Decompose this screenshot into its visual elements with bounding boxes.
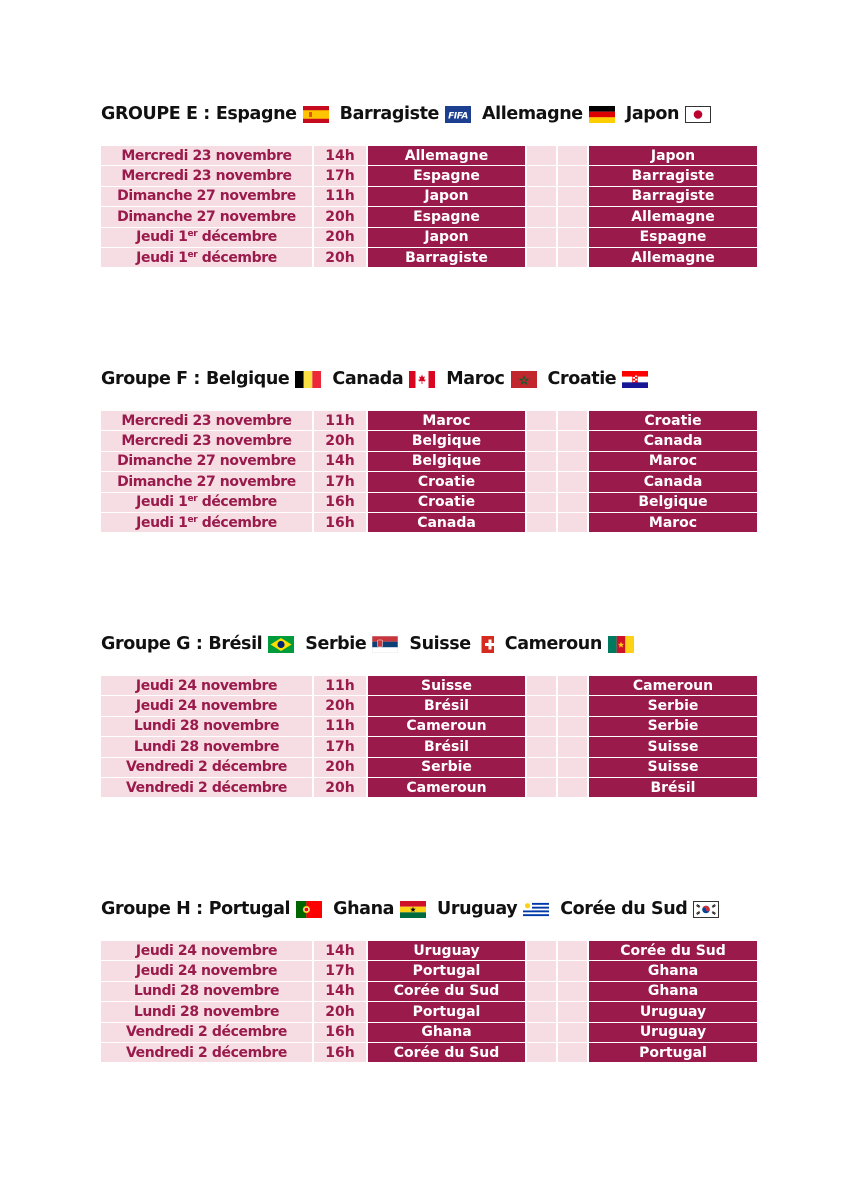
team-name: Allemagne <box>482 104 583 124</box>
match-time: 14h <box>313 451 367 471</box>
away-team: Ghana <box>588 981 757 1001</box>
home-team: Uruguay <box>367 941 526 961</box>
team-entry <box>560 899 719 919</box>
away-team: Ghana <box>588 961 757 981</box>
home-team: Corée du Sud <box>367 1042 526 1062</box>
match-date-text: Vendredi 2 décembre <box>126 1024 287 1041</box>
match-row <box>101 737 757 757</box>
away-team: Serbie <box>588 716 757 736</box>
team-name: Brésil <box>208 634 263 654</box>
home-team: Espagne <box>367 166 526 186</box>
home-team: Belgique <box>367 431 526 451</box>
match-date <box>101 166 313 186</box>
away-score-cell <box>557 696 588 716</box>
match-time: 20h <box>313 696 367 716</box>
match-time: 16h <box>313 492 367 512</box>
away-score-cell <box>557 961 588 981</box>
match-date <box>101 186 313 206</box>
match-time: 17h <box>313 166 367 186</box>
match-row <box>101 472 757 492</box>
cameroon-flag-icon <box>608 636 634 653</box>
team-name: Ghana <box>333 899 395 919</box>
match-time: 14h <box>313 981 367 1001</box>
away-score-cell <box>557 737 588 757</box>
away-team: Corée du Sud <box>588 941 757 961</box>
match-date-month: décembre <box>197 229 277 246</box>
japan-flag-icon <box>685 106 711 123</box>
team-entry <box>548 369 649 389</box>
match-date-text: Mercredi 23 novembre <box>121 147 292 164</box>
group-section <box>101 364 751 533</box>
fifa-logo <box>445 106 471 123</box>
match-date <box>101 146 313 166</box>
match-time: 14h <box>313 146 367 166</box>
date-ordinal-suffix: er <box>187 249 198 260</box>
team-name: Espagne <box>215 104 297 124</box>
match-time: 20h <box>313 1002 367 1022</box>
away-score-cell <box>557 411 588 431</box>
away-team: Belgique <box>588 492 757 512</box>
match-row <box>101 757 757 777</box>
team-name: Cameroun <box>504 634 602 654</box>
match-row <box>101 492 757 512</box>
away-team: Barragiste <box>588 186 757 206</box>
match-date <box>101 1002 313 1022</box>
match-date-text: Jeudi 1 <box>136 249 188 266</box>
home-score-cell <box>526 247 557 267</box>
away-score-cell <box>557 777 588 797</box>
brazil-flag-icon <box>268 636 294 653</box>
home-team: Portugal <box>367 961 526 981</box>
team-entry <box>409 634 493 654</box>
match-date <box>101 981 313 1001</box>
home-team: Espagne <box>367 207 526 227</box>
match-date-text: Jeudi 24 novembre <box>135 677 278 694</box>
portugal-flag-icon <box>296 901 322 918</box>
match-date <box>101 492 313 512</box>
match-date-text: Dimanche 27 novembre <box>117 473 296 490</box>
home-team: Barragiste <box>367 247 526 267</box>
group-title <box>101 629 751 659</box>
match-row <box>101 512 757 532</box>
home-team: Maroc <box>367 411 526 431</box>
team-entry <box>216 104 329 124</box>
match-date-text: Mercredi 23 novembre <box>121 433 292 450</box>
match-row <box>101 431 757 451</box>
away-score-cell <box>557 247 588 267</box>
match-table <box>101 941 757 1063</box>
away-score-cell <box>557 492 588 512</box>
team-entry <box>626 104 711 124</box>
away-team: Uruguay <box>588 1002 757 1022</box>
team-entry <box>208 634 294 654</box>
match-time: 11h <box>313 716 367 736</box>
home-score-cell <box>526 186 557 206</box>
away-score-cell <box>557 1022 588 1042</box>
home-score-cell <box>526 411 557 431</box>
group-label: Groupe G : <box>101 634 203 654</box>
home-team: Japon <box>367 186 526 206</box>
match-row <box>101 207 757 227</box>
group-label: Groupe H : <box>101 899 203 919</box>
match-row <box>101 696 757 716</box>
south-korea-flag-icon <box>693 901 719 918</box>
match-date <box>101 1042 313 1062</box>
group-title <box>101 364 751 394</box>
match-time: 16h <box>313 512 367 532</box>
away-team: Maroc <box>588 512 757 532</box>
match-time: 20h <box>313 247 367 267</box>
home-team: Japon <box>367 227 526 247</box>
team-name: Serbie <box>305 634 367 654</box>
away-team: Japon <box>588 146 757 166</box>
away-score-cell <box>557 186 588 206</box>
away-score-cell <box>557 676 588 696</box>
match-date <box>101 411 313 431</box>
home-score-cell <box>526 981 557 1001</box>
team-name: Canada <box>332 369 404 389</box>
team-entry <box>482 104 615 124</box>
match-time: 20h <box>313 757 367 777</box>
match-row <box>101 1042 757 1062</box>
home-score-cell <box>526 492 557 512</box>
match-date <box>101 941 313 961</box>
match-date <box>101 676 313 696</box>
uruguay-flag-icon <box>523 901 549 918</box>
home-score-cell <box>526 472 557 492</box>
match-time: 11h <box>313 186 367 206</box>
home-team: Brésil <box>367 737 526 757</box>
match-date-text: Vendredi 2 décembre <box>126 759 287 776</box>
away-team: Suisse <box>588 737 757 757</box>
team-entry <box>206 369 321 389</box>
match-date <box>101 961 313 981</box>
match-date-month: décembre <box>197 249 277 266</box>
away-team: Canada <box>588 472 757 492</box>
home-team: Belgique <box>367 451 526 471</box>
team-name: Japon <box>625 104 680 124</box>
away-score-cell <box>557 1002 588 1022</box>
match-date-text: Lundi 28 novembre <box>133 738 280 755</box>
away-score-cell <box>557 431 588 451</box>
away-score-cell <box>557 227 588 247</box>
away-team: Cameroun <box>588 676 757 696</box>
match-date <box>101 512 313 532</box>
match-date <box>101 227 313 247</box>
away-score-cell <box>557 1042 588 1062</box>
home-team: Cameroun <box>367 716 526 736</box>
match-time: 20h <box>313 777 367 797</box>
croatia-flag-icon <box>622 371 648 388</box>
home-team: Corée du Sud <box>367 981 526 1001</box>
match-row <box>101 716 757 736</box>
match-time: 16h <box>313 1042 367 1062</box>
away-score-cell <box>557 472 588 492</box>
home-team: Ghana <box>367 1022 526 1042</box>
match-date <box>101 431 313 451</box>
match-time: 14h <box>313 941 367 961</box>
match-time: 16h <box>313 1022 367 1042</box>
home-score-cell <box>526 737 557 757</box>
match-table <box>101 676 757 798</box>
match-row <box>101 146 757 166</box>
team-name: Barragiste <box>339 104 440 124</box>
spain-flag-icon <box>303 106 329 123</box>
match-date <box>101 472 313 492</box>
away-score-cell <box>557 146 588 166</box>
match-row <box>101 777 757 797</box>
canada-flag-icon <box>409 371 435 388</box>
match-date-text: Jeudi 24 novembre <box>135 942 278 959</box>
match-date <box>101 777 313 797</box>
match-date-text: Lundi 28 novembre <box>133 983 280 1000</box>
match-date <box>101 696 313 716</box>
match-date-text: Mercredi 23 novembre <box>121 168 292 185</box>
home-score-cell <box>526 696 557 716</box>
match-row <box>101 451 757 471</box>
match-row <box>101 411 757 431</box>
match-date <box>101 207 313 227</box>
team-entry <box>333 899 426 919</box>
away-team: Canada <box>588 431 757 451</box>
date-ordinal-suffix: er <box>187 514 198 525</box>
group-label: GROUPE E : <box>101 104 210 124</box>
home-score-cell <box>526 757 557 777</box>
match-row <box>101 981 757 1001</box>
away-team: Serbie <box>588 696 757 716</box>
home-score-cell <box>526 207 557 227</box>
match-date <box>101 1022 313 1042</box>
match-date-text: Jeudi 24 novembre <box>135 963 278 980</box>
away-score-cell <box>557 166 588 186</box>
match-date-text: Dimanche 27 novembre <box>117 188 296 205</box>
team-entry <box>209 899 322 919</box>
team-entry <box>437 899 549 919</box>
home-score-cell <box>526 227 557 247</box>
svg-text:FIFA: FIFA <box>448 111 468 121</box>
away-score-cell <box>557 941 588 961</box>
date-ordinal-suffix: er <box>187 229 198 240</box>
team-name: Croatie <box>547 369 617 389</box>
team-name: Suisse <box>409 634 471 654</box>
away-team: Uruguay <box>588 1022 757 1042</box>
belgium-flag-icon <box>295 371 321 388</box>
team-name: Uruguay <box>437 899 518 919</box>
home-score-cell <box>526 431 557 451</box>
away-team: Croatie <box>588 411 757 431</box>
away-score-cell <box>557 981 588 1001</box>
team-name: Belgique <box>206 369 290 389</box>
home-score-cell <box>526 512 557 532</box>
away-team: Allemagne <box>588 207 757 227</box>
away-team: Allemagne <box>588 247 757 267</box>
home-score-cell <box>526 961 557 981</box>
team-entry <box>340 104 471 124</box>
team-entry <box>332 369 435 389</box>
match-date-text: Lundi 28 novembre <box>133 718 280 735</box>
match-time: 17h <box>313 737 367 757</box>
group-title <box>101 99 751 129</box>
home-team: Allemagne <box>367 146 526 166</box>
home-team: Cameroun <box>367 777 526 797</box>
match-date-text: Lundi 28 novembre <box>133 1003 280 1020</box>
team-name: Portugal <box>208 899 291 919</box>
match-date <box>101 737 313 757</box>
match-time: 20h <box>313 207 367 227</box>
home-team: Croatie <box>367 472 526 492</box>
home-team: Portugal <box>367 1002 526 1022</box>
match-row <box>101 227 757 247</box>
home-score-cell <box>526 777 557 797</box>
match-row <box>101 186 757 206</box>
home-score-cell <box>526 451 557 471</box>
home-score-cell <box>526 1022 557 1042</box>
group-section <box>101 629 751 798</box>
match-date <box>101 757 313 777</box>
away-team: Brésil <box>588 777 757 797</box>
group-title <box>101 894 751 924</box>
home-score-cell <box>526 716 557 736</box>
morocco-flag-icon <box>511 371 537 388</box>
match-date-text: Jeudi 24 novembre <box>135 698 278 715</box>
away-team: Portugal <box>588 1042 757 1062</box>
home-team: Suisse <box>367 676 526 696</box>
match-time: 17h <box>313 961 367 981</box>
match-date-text: Dimanche 27 novembre <box>117 453 296 470</box>
group-section <box>101 894 751 1063</box>
serbia-flag-icon <box>372 636 398 653</box>
match-date-text: Vendredi 2 décembre <box>126 1044 287 1061</box>
match-date-month: décembre <box>197 514 277 531</box>
home-team: Serbie <box>367 757 526 777</box>
home-team: Brésil <box>367 696 526 716</box>
match-date-text: Mercredi 23 novembre <box>121 412 292 429</box>
home-score-cell <box>526 1042 557 1062</box>
team-name: Corée du Sud <box>560 899 688 919</box>
match-date-text: Vendredi 2 décembre <box>126 779 287 796</box>
away-score-cell <box>557 757 588 777</box>
match-row <box>101 247 757 267</box>
match-row <box>101 941 757 961</box>
home-score-cell <box>526 676 557 696</box>
match-date <box>101 247 313 267</box>
group-section <box>101 99 751 268</box>
home-score-cell <box>526 146 557 166</box>
away-score-cell <box>557 716 588 736</box>
match-row <box>101 961 757 981</box>
match-row <box>101 166 757 186</box>
home-team: Croatie <box>367 492 526 512</box>
team-entry <box>446 369 536 389</box>
match-table <box>101 146 757 268</box>
away-score-cell <box>557 451 588 471</box>
match-row <box>101 1022 757 1042</box>
away-score-cell <box>557 512 588 532</box>
team-entry <box>505 634 634 654</box>
match-time: 11h <box>313 676 367 696</box>
match-date-text: Jeudi 1 <box>136 494 188 511</box>
group-label: Groupe F : <box>101 369 201 389</box>
away-score-cell <box>557 207 588 227</box>
match-date-month: décembre <box>197 494 277 511</box>
match-date <box>101 716 313 736</box>
match-date <box>101 451 313 471</box>
away-team: Maroc <box>588 451 757 471</box>
match-row <box>101 676 757 696</box>
germany-flag-icon <box>589 106 615 123</box>
home-team: Canada <box>367 512 526 532</box>
switzerland-flag-icon <box>477 636 494 653</box>
match-time: 20h <box>313 431 367 451</box>
date-ordinal-suffix: er <box>187 494 198 505</box>
away-team: Espagne <box>588 227 757 247</box>
team-entry <box>305 634 398 654</box>
match-row <box>101 1002 757 1022</box>
match-time: 20h <box>313 227 367 247</box>
match-time: 17h <box>313 472 367 492</box>
match-table <box>101 411 757 533</box>
home-score-cell <box>526 166 557 186</box>
match-time: 11h <box>313 411 367 431</box>
ghana-flag-icon <box>400 901 426 918</box>
away-team: Barragiste <box>588 166 757 186</box>
away-team: Suisse <box>588 757 757 777</box>
match-date-text: Dimanche 27 novembre <box>117 208 296 225</box>
home-score-cell <box>526 1002 557 1022</box>
team-name: Maroc <box>446 369 505 389</box>
home-score-cell <box>526 941 557 961</box>
match-date-text: Jeudi 1 <box>136 229 188 246</box>
match-date-text: Jeudi 1 <box>136 514 188 531</box>
